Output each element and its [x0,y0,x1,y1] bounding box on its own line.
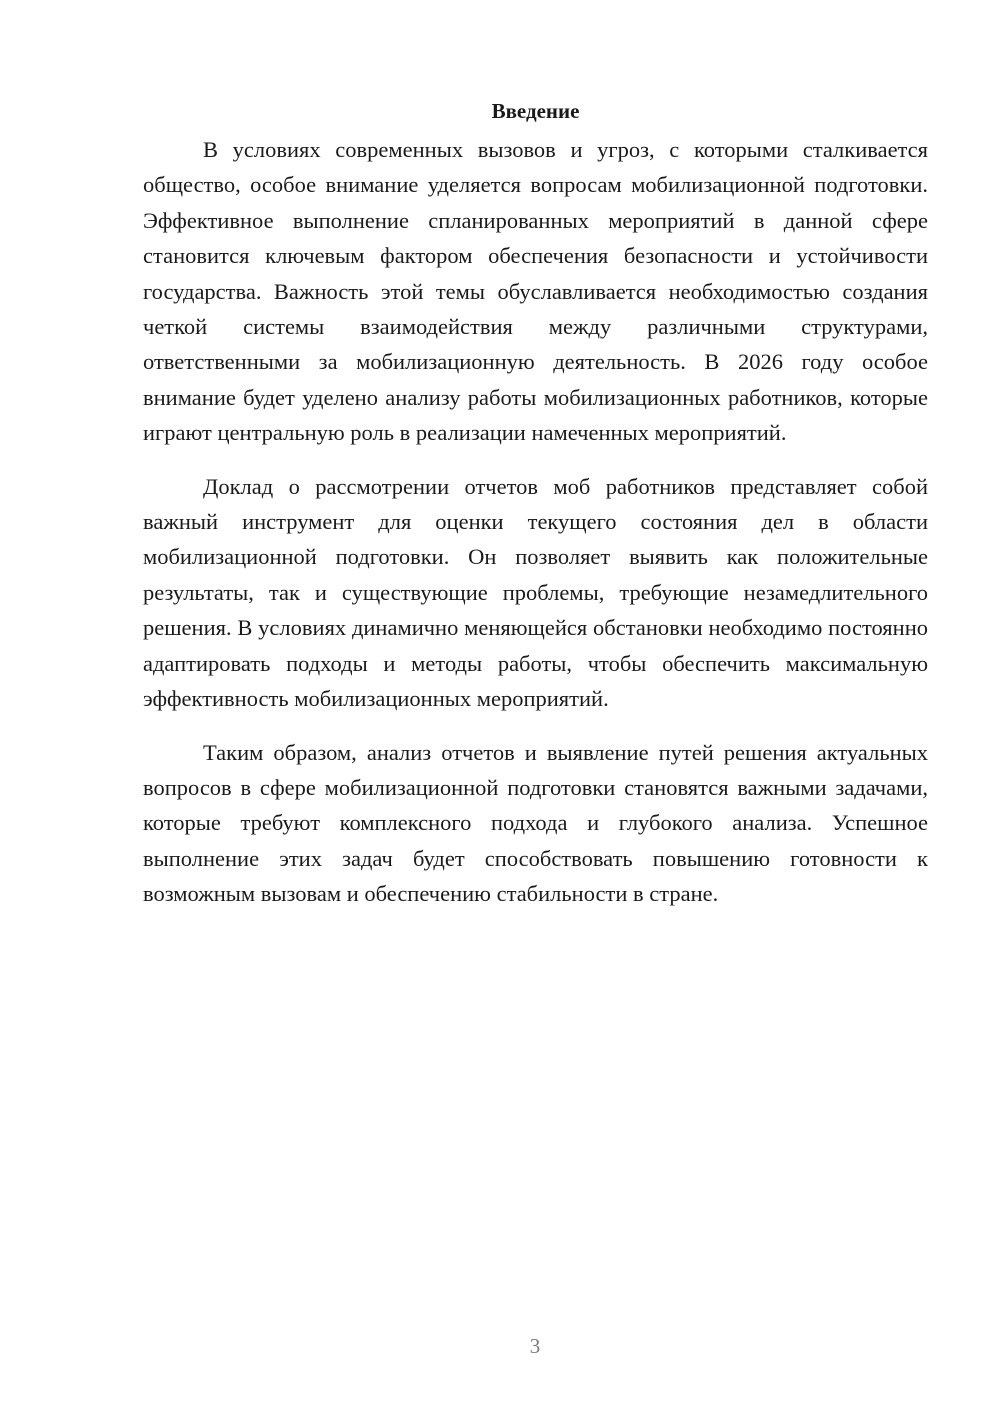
paragraph-1: В условиях современных вызовов и угроз, с которыми сталкивается общество, особое внимание уделяется вопросам мобилизационной подготовки. Эффективное выполнение спланированных мероприятий в данной сфере становится ключевым фактором обеспечения безопасности и устойчивости государства. Важность этой темы обуславливается необходимостью создания четкой системы взаимодействия между различными структурами, ответственными за мобилизационную деятельность. В 2026 году особое внимание будет уделено анализу работы мобилизационных работников, которые играют центральную роль в реализации намеченных мероприятий. [143,137,928,446]
paragraph-2: Доклад о рассмотрении отчетов моб работников представляет собой важный инструмент для оценки текущего состояния дел в области мобилизационной подготовки. Он позволяет выявить как положительные результаты, так и существующие проблемы, требующие незамедлительного решения. В условиях динамично меняющейся обстановки необходимо постоянно адаптировать подходы и методы работы, чтобы обеспечить максимальную эффективность мобилизационных мероприятий. [143,473,928,712]
paragraph-3: Таким образом, анализ отчетов и выявление путей решения актуальных вопросов в сфере мобилизационной подготовки становятся важными задачами, которые требуют комплексного подхода и глубокого анализа. Успешное выполнение этих задач будет способствовать повышению готовности к возможным вызовам и обеспечению стабильности в стране. [143,739,928,907]
page-content [143,96,928,930]
page-number: 3 [529,1334,541,1358]
section-title: Введение [491,99,580,123]
